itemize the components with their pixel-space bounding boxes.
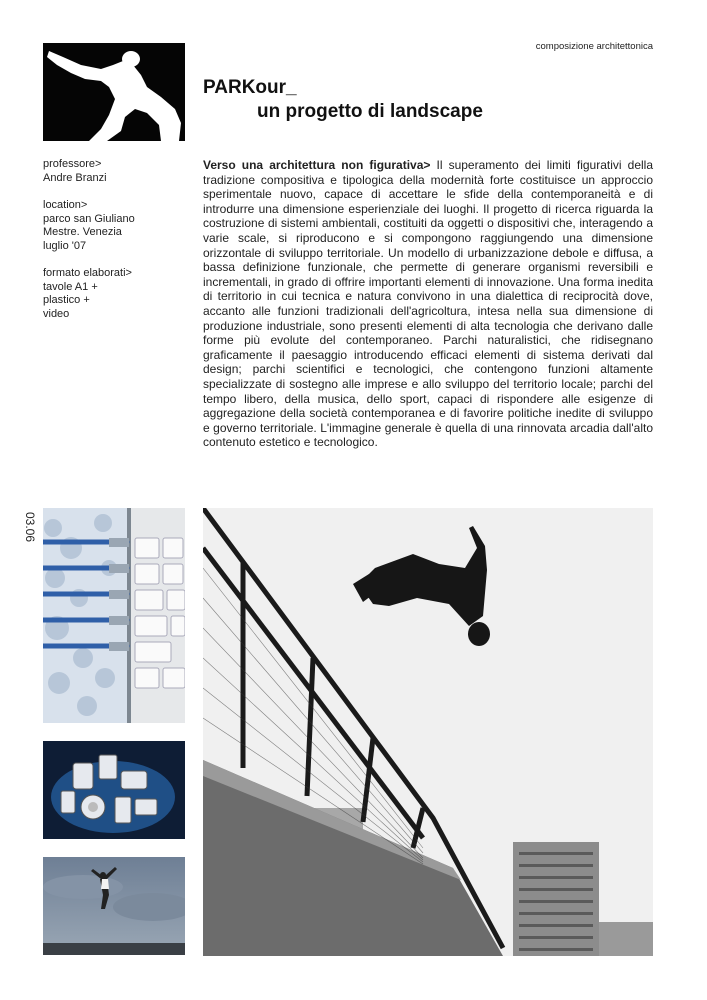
section-label: composizione architettonica bbox=[535, 41, 653, 52]
info-professor bbox=[43, 158, 173, 185]
info-line: formato elaborati> bbox=[43, 267, 132, 279]
title-line-2: un progetto di landscape bbox=[257, 101, 483, 122]
project-info bbox=[43, 158, 173, 335]
info-line: location> bbox=[43, 199, 88, 211]
body-text: Il superamento dei limiti figurativi della tradizione compositiva e tipologica della modernità forte costituisce un approccio sperimentale nuovo, capace di accettare le sfide della contemporaneità e di introdurre una dimensione esperienziale dei luoghi. Il progetto di ricerca riguarda la costruzione di sistemi ambientali, costituiti da oggetti o dispositivi che, interagendo a varie scale, si riproducono e si compongono raggiungendo una dimensione orizzontale di sviluppo territoriale. Un modello di urbanizzazione debole e diffusa, a bassa definizione funzionale, che permette di generare organismi reversibili e incrementali, in grado di offrire importanti elementi di innovazione. Una forma inedita di territorio in cui tecnica e natura convivono in una dialettica di reciprocità dove, accanto alle funzioni tradizionali dell'agricoltura, intesa nella sua dimensione di produzione industriale, sono presenti elementi di alta tecnologia che derivano dalle forme più evolute del contemporaneo. Parchi naturalistici, che ridisegnano graficamente il paesaggio introducendo efficaci elementi di sistema derivati dal design; parchi scientifici e tecnologici, che contengono funzioni altamente specializzate di sostegno alle imprese e allo sviluppo del territorio locale; parchi del tempo libero, della musica, dello sport, capaci di rispondere alle esigenze di aggregazione della società contemporanea e di favorire politiche inedite di sviluppo e governo territoriale. L'immagine generale è quella di una rinnovata arcadia dall'alto contenuto estetico e tecnologico. bbox=[203, 158, 654, 450]
info-line: plastico + bbox=[43, 294, 90, 306]
page-number: 03.06 bbox=[23, 512, 37, 543]
parkour-jump-photo bbox=[203, 508, 653, 956]
info-line: parco san Giuliano bbox=[43, 212, 135, 225]
info-format bbox=[43, 267, 173, 321]
body-lead: Verso una architettura non figurativa> bbox=[203, 158, 431, 172]
page-title bbox=[203, 76, 483, 124]
info-line: Andre Branzi bbox=[43, 171, 107, 184]
body-paragraph bbox=[203, 158, 653, 450]
jumper-sky-photo bbox=[43, 857, 185, 955]
info-line: tavole A1 + bbox=[43, 280, 98, 293]
info-line: professore> bbox=[43, 158, 102, 170]
info-line: Mestre. Venezia bbox=[43, 226, 122, 238]
keyboard-cables-photo bbox=[43, 508, 185, 723]
info-line: luglio '07 bbox=[43, 239, 87, 252]
gadgets-photo bbox=[43, 741, 185, 839]
title-line-1: PARKour_ bbox=[203, 77, 297, 98]
parkour-silhouette-logo bbox=[43, 43, 185, 141]
info-location bbox=[43, 199, 173, 253]
info-line: video bbox=[43, 307, 70, 320]
